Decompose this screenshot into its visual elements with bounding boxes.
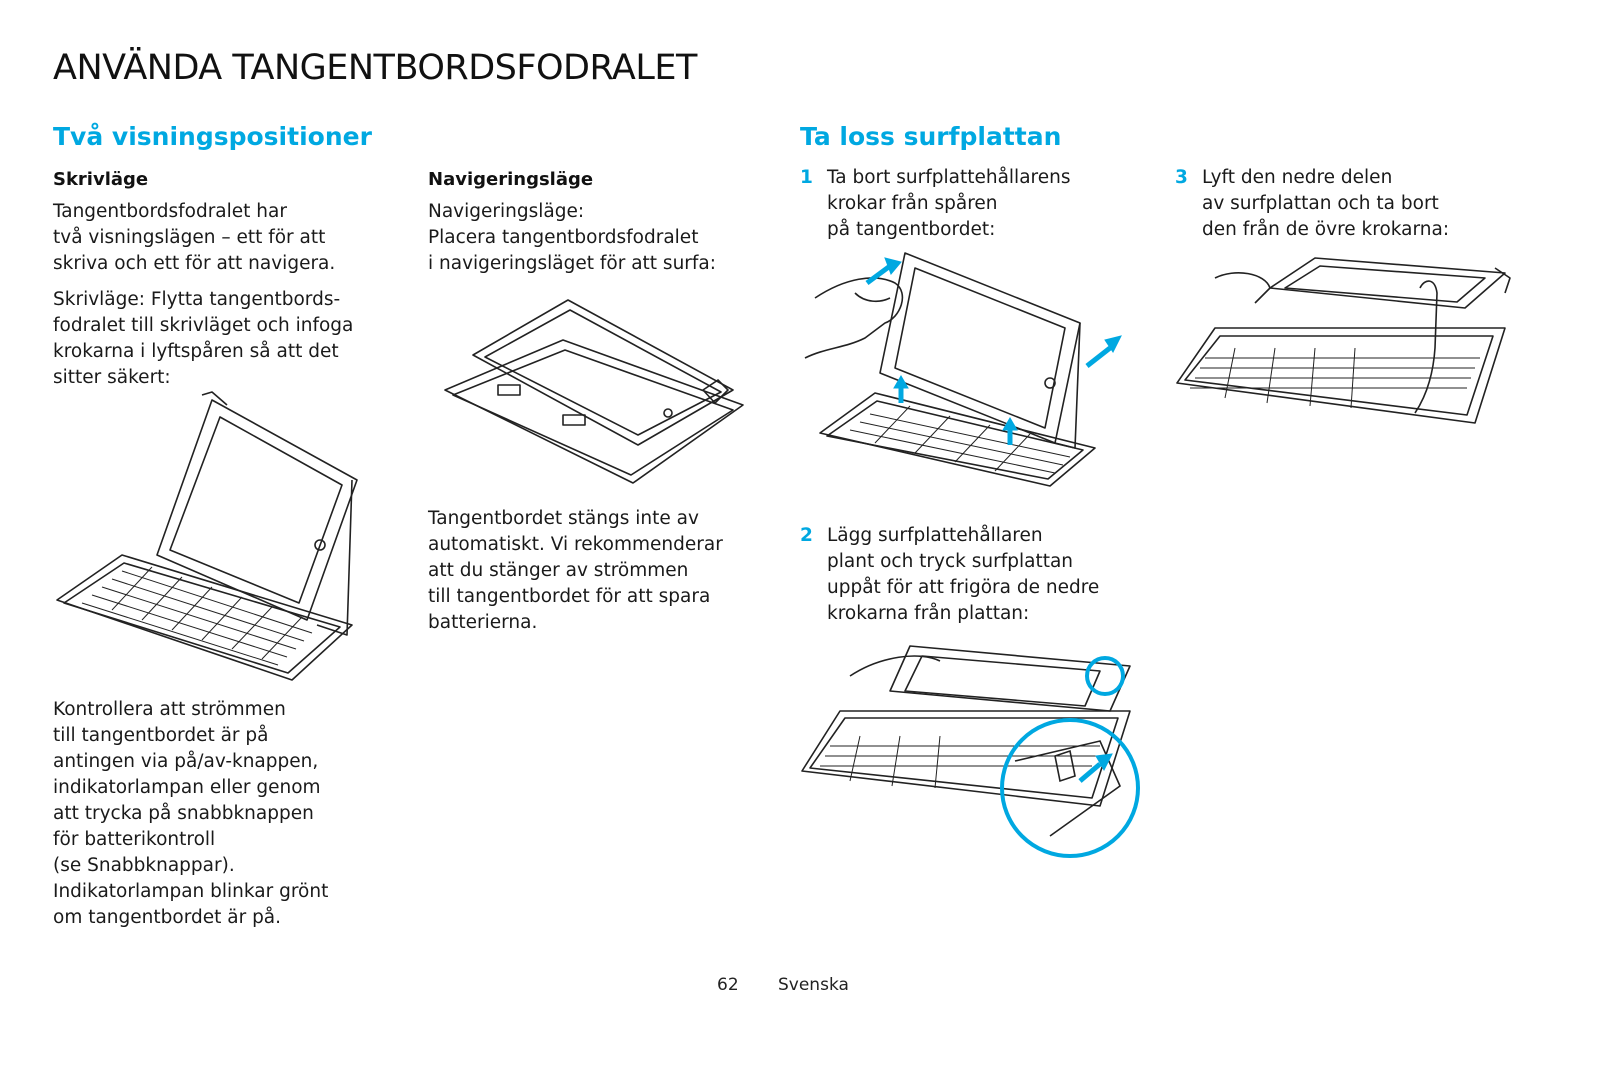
navigation-mode-intro: Navigeringsläge: Placera tangentbordsfodralet i navigeringsläget för att surfa: bbox=[428, 201, 716, 274]
step-1-illustration bbox=[805, 248, 1135, 488]
step-2 bbox=[800, 523, 1140, 633]
section-heading-remove-tablet: Ta loss surfplattan bbox=[800, 122, 1062, 151]
page-number: 62 bbox=[717, 975, 739, 995]
footer-language: Svenska bbox=[778, 975, 849, 995]
step-text: Lägg surfplattehållaren plant och tryck surfplattan uppåt för att frigöra de nedre krokarna från plattan: bbox=[827, 525, 1100, 624]
typing-mode-instructions: Skrivläge: Flytta tangentbords- fodralet till skrivläget och infoga krokarna i lyftspåren så att det sitter säkert: bbox=[53, 289, 354, 388]
step-3 bbox=[1175, 165, 1505, 245]
step-text: Ta bort surfplattehållarens krokar från spåren på tangentbordet: bbox=[827, 167, 1071, 240]
navigation-mode-heading: Navigeringsläge bbox=[428, 169, 594, 190]
auto-off-note: Tangentbordet stängs inte av automatiskt. Vi rekommenderar att du stänger av strömmen till tangentbordet för att spara batterierna. bbox=[428, 508, 723, 633]
step-number: 3 bbox=[1175, 167, 1188, 188]
navigation-mode-illustration bbox=[443, 295, 753, 495]
step-text: Lyft den nedre delen av surfplattan och ta bort den från de övre krokarna: bbox=[1202, 167, 1450, 240]
section-heading-viewing-positions: Två visningspositioner bbox=[53, 122, 372, 151]
step-2-illustration bbox=[800, 636, 1145, 861]
step-number: 2 bbox=[800, 525, 813, 546]
power-check-text: Kontrollera att strömmen till tangentbordet är på antingen via på/av-knappen, indikatorlampan eller genom att trycka på snabbknappen för batterikontroll (se Snabbknappar). Indikatorlampan blinkar grönt om tangentbordet är på. bbox=[53, 699, 329, 928]
page-title: ANVÄNDA TANGENTBORDSFODRALET bbox=[53, 48, 697, 88]
typing-mode-intro: Tangentbordsfodralet har två visningslägen – ett för att skriva och ett för att navigera. bbox=[53, 201, 336, 274]
step-1 bbox=[800, 165, 1130, 245]
step-number: 1 bbox=[800, 167, 813, 188]
typing-mode-illustration bbox=[52, 395, 372, 685]
typing-mode-heading: Skrivläge bbox=[53, 169, 149, 190]
step-3-illustration bbox=[1175, 248, 1520, 433]
